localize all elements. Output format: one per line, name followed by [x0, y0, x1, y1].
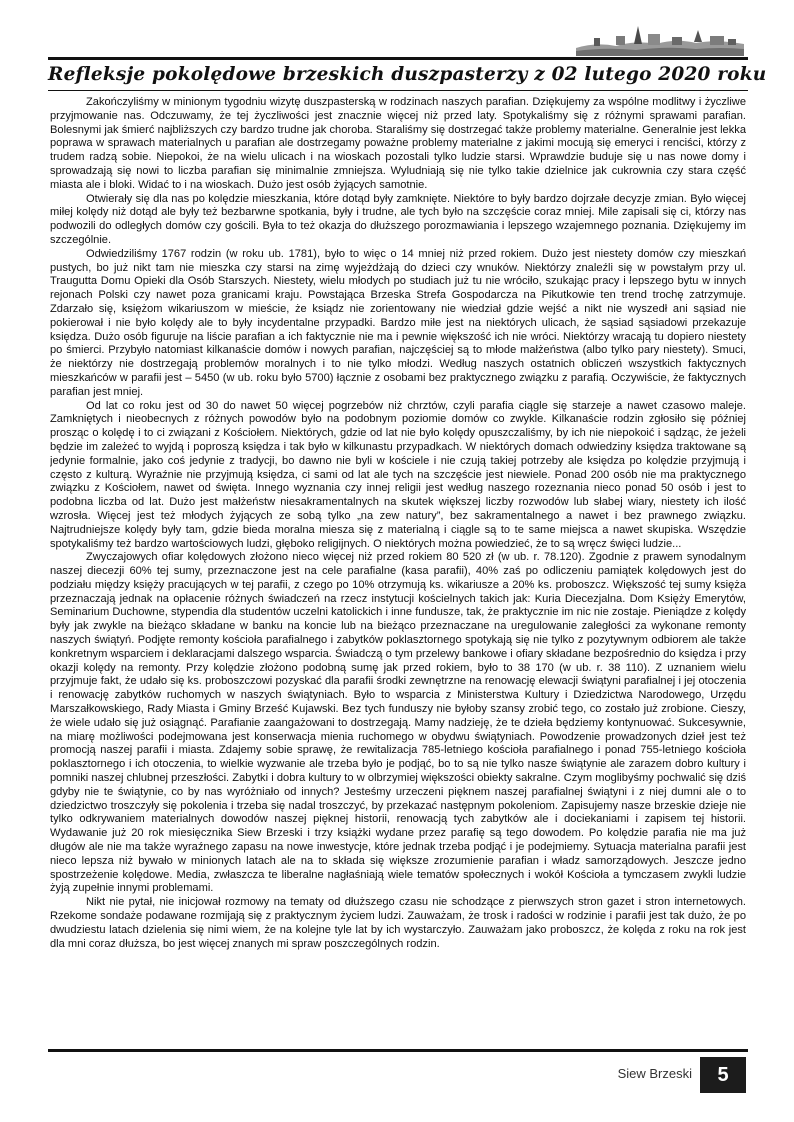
- publication-name: Siew Brzeski: [617, 1066, 692, 1081]
- panorama-image: [576, 22, 744, 56]
- page-number: 5: [700, 1057, 746, 1093]
- article-body: [50, 96, 746, 1046]
- paragraph-1: Zakończyliśmy w minionym tygodniu wizytę duszpasterską w rodzinach naszych parafian. Dziękujemy za wspólne modlitwy i życzliwe przyjmowanie nas. Odczuwamy, że tej życzliwości jest znacznie więcej niż przed laty. Spotykaliśmy się z różnymi sprawami parafian. Bolesnymi jak śmierć najbliższych czy bardzo trudne jak choroba. Staraliśmy się dostrzegać także problemy materialne. Generalnie jest lekka poprawa w sprawach materialnych u parafian ale dostrzegamy poważne problemy materialne z jakimi mocują się emeryci i renciści, którzy z trudem radzą sobie. Niepokoi, że na wielu ulicach i na wioskach pozostali tylko ludzie starsi. Wprawdzie buduje się u nas nowe domy i sprowadzają się nowi to liczba parafian się minimalnie zmniejsza. Wyludniają się nie tylko takie dzielnice jak cukrownia czy stara część miasta ale i bloki. Widać to i na wioskach. Dużo jest osób żyjących samotnie.: [50, 96, 746, 191]
- paragraph-5: Zwyczajowych ofiar kolędowych złożono nieco więcej niż przed rokiem 80 520 zł (w ub. r. 78.120). Zgodnie z prawem synodalnym naszej diecezji 60% tej sumy, przeznaczone jest na cele parafialne (kasa parafii), 40% zaś po odliczeniu pamiątek kolędowych jest do podziału między księży pracujących w tej parafii, z czego po 10% otrzymują ks. wikariusze a 20% ks. proboszcz. Większość tej sumy księża przeznaczają jednak na opłacenie różnych świadczeń na rzecz instytucji kościelnych takich jak: Kuria Diecezjalna. Dom Księży Emerytów, Seminarium Duchowne, stypendia dla studentów uczelni katolickich i inne fundusze, tak, że praktycznie im nic nie zostaje. Pieniądze z kolędy były jak zwykle na bieżąco składane w banku na koncie lub na bieżąco przeznaczane na uregulowanie zaległości za wykonane remonty naszych świątyń. Podjęte remonty kościoła parafialnego i zabytków poklasztornego spotykają się nie tylko z pozytywnym odbiorem ale także konkretnym wsparciem i deklaracjami dalszego wsparcia. Świadczą o tym przelewy bankowe i ofiary składane bezpośrednio do księdza i przy okazji kolędy na remonty. Przy kolędzie złożono podobną sumę jak przed rokiem, było to 38 170 (w ub. r. 38 110). Z uznaniem wielu przyjmuje fakt, że udało się ks. proboszczowi pozyskać dla parafii środki zewnętrzne na renowację elewacji świątyni parafialnej i jej otoczenia i renowację zabytków ruchomych w naszych świątyniach. Było to wsparcia z Ministerstwa Kultury i Dziedzictwa Narodowego, Urzędu Marszałkowskiego, Rady Miasta i Gminy Brześć Kujawski. Bez tych funduszy nie byłoby szansy zrobić tego, co zostało już zrobione. Cieszy, że wiele udało się już osiągnąć. Parafianie zaangażowani to dostrzegają. Mamy nadzieję, że te dzieła będziemy kontynuować. Sukcesywnie, na miarę możliwości podejmowana jest konserwacja mienia ruchomego w obydwu świątyniach. Powodzenie prowadzonych dzieł jest też promocją naszej parafii i miasta. Zdajemy sobie sprawę, że rewitalizacja 785-letniego kościoła parafialnego i ponad 755-letniego kościoła poklasztornego i ich otoczenia, to wielkie wyzwanie ale trzeba było je podjąć, bo to są nie tylko nasze świątynie ale zarazem dobro kultury i pomniki naszej chlubnej przeszłości. Zabytki i dobra kultury to w olbrzymiej większości obiekty sakralne. Czym moglibyśmy pochwalić się dziś gdyby nie te świątynie, co by nas wyróżniało od innych? Jesteśmy urzeczeni pięknem naszej parafialnej świątyni i z niej dumni ale o to dziedzictwo troszczyły się pokolenia i trzeba się nadal troszczyć, by przekazać następnym pokoleniom. Zapisujemy nasze brzeskie dzieje nie tylko odkrywaniem materialnych dowodów naszej pięknej historii, renowacją tych zabytków ale i dociekaniami i zapisem tej historii. Wydawanie już 20 rok miesięcznika Siew Brzeski i trzy książki wydane przez parafię są tego dowodem. Po kolędzie parafia nie ma już długów ale nie ma także wyraźnego zapasu na nowe inwestycje, które jednak trzeba podjąć i je podejmiemy. Sytuacja materialna parafii jest nieco lepsza niż bywało w minionych latach ale na to składa się większe zrozumienie parafian i władz samorządowych. Jeszcze jedno spostrzeżenie kolędowe. Media, zwłaszcza te liberalne nagłaśniają wiele tematów społecznych i wokół Kościoła a tymczasem zwykli ludzie żyją zupełnie innymi problemami.: [50, 551, 746, 895]
- paragraph-4: Od lat co roku jest od 30 do nawet 50 więcej pogrzebów niż chrztów, czyli parafia ciągle się starzeje a nawet czasowo maleje. Zamkniętych i nieobecnych z różnych powodów było na podobnym poziomie domów co zwykle. Kilkanaście rodzin zgłosiło się później prosząc o kolędę i to ci związani z Kościołem. Niektórych, gdzie od lat nie było kolędy opuszczaliśmy, by ich nie niepokoić i sądząc, że jeżeli będzie im zależeć to wyjdą i poproszą księdza i tak było w kilkunastu przypadkach. W niektórych domach odwiedziny księdza traktowane są jedynie formalnie, jako coś jedynie z tradycji, bo dawno nie byli w kościele i nie czują takiej potrzeby ale księdza po kolędzie przyjmują i często z kulturą. Wyraźnie nie przyjmują księdza, ci sami od lat ale tych na szczęście jest niewiele. Ponad 200 osób nie ma praktycznego związku z Kościołem, nawet od święta. Innego wyznania czy innej religii jest według naszego rozeznania nieco ponad 50 osób i jest to podobna liczba od lat. Dużo jest małżeństw niesakramentalnych na skutek większej liczby rozwodów lub słabej wiary, niestety ich ilość wzrosła. Więcej jest też młodych żyjących ze sobą tylko „na zew natury”, bez sakramentalnego a nawet i bez prawnego związku. Najtrudniejsze kolędy były tam, gdzie bieda moralna miesza się z materialną i ciągle są to te same miejsca a nawet skupiska. Wszędzie spotykaliśmy też bardzo wartościowych ludzi, głęboko religijnych. O niektórych można powiedzieć, że to są wręcz święci ludzie...: [50, 399, 746, 550]
- header-panorama-photo: [576, 22, 744, 56]
- paragraph-6: Nikt nie pytał, nie inicjował rozmowy na tematy od dłuższego czasu nie schodzące z pierwszych stron gazet i stron internetowych. Rzekome sondaże podawane rozmijają się z praktycznym życiem ludzi. Zauważam, że trosk i radości w rodzinie i parafii jest tak dużo, że po dwudziestu latach dzielenia się nimi wiem, że na kolejne tyle lat by ich wystarczyło. Zauważam jako proboszcz, że kolęda z roku na rok jest dla mni coraz dłuższa, bo jest więcej znanych mi spraw poszczególnych rodzin.: [50, 896, 746, 950]
- header-rule: [48, 57, 748, 60]
- paragraph-2: Otwierały się dla nas po kolędzie mieszkania, które dotąd były zamknięte. Niektóre to były bardzo dojrzałe decyzje zmian. Było więcej miłej kolędy niż dotąd ale były też bezbarwne spotkania, były i trudne, ale tych było na szczęście coraz mniej. Mile zapisali się ci, którzy nas podwozili do odległych domów czy gościli. Była to też okazja do dłuższego porozmawiania i lepszego wzajemnego poznania. Dziękujemy im szczególnie.: [50, 192, 746, 246]
- paragraph-3: Odwiedziliśmy 1767 rodzin (w roku ub. 1781), było to więc o 14 mniej niż przed rokiem. Dużo jest niestety domów czy mieszkań pustych, bo już nikt tam nie mieszka czy starsi na zimę wyjeżdżają do dzieci czy wnuków. Niektórzy znaleźli się w powstałym przy ul. Traugutta Domu Opieki dla Osób Starszych. Niestety, wielu młodych po studiach już tu nie wróciło, szukając pracy i lepszego bytu w innych rejonach Polski czy nawet poza granicami kraju. Powstająca Brzeska Strefa Gospodarcza na Pikutkowie ten trend trochę zatrzymuje. Zdarzało się, księżom wikariuszom w mieście, że ksiądz nie zorientowany nie wiedział gdzie wejść a nikt nie wyszedł ani sąsiad nie pokierował i nie było kolędy ale to były incydentalne przypadki. Bardzo miłe jest na niektórych ulicach, że sąsiad sąsiadowi przekazuje księdza. Dużo osób figuruje na liście parafian a ich faktycznie nie ma i pewnie większość ich nie wróci. Niektórzy wracają tu dopiero niestety po śmierci. Przybyło natomiast kilkanaście domów i nowych parafian, najczęściej są to młode małżeństwa (albo tylko pary niestety). Smuci, że niektórzy nie dostrzegają problemów moralnych i to nie tylko młodzi. Według naszych ostatnich obliczeń wszystkich faktycznych mieszkańców w parafii jest – 5450 (w ub. roku było 5700) łącznie z osobami bez praktycznego związku z parafią. Oczywiście, że faktycznych parafian jest mniej.: [50, 247, 746, 398]
- article-title: Refleksje pokolędowe brzeskich duszpasterzy z 02 lutego 2020 roku: [48, 64, 767, 85]
- footer-rule: [48, 1049, 748, 1052]
- title-rule: [48, 90, 748, 91]
